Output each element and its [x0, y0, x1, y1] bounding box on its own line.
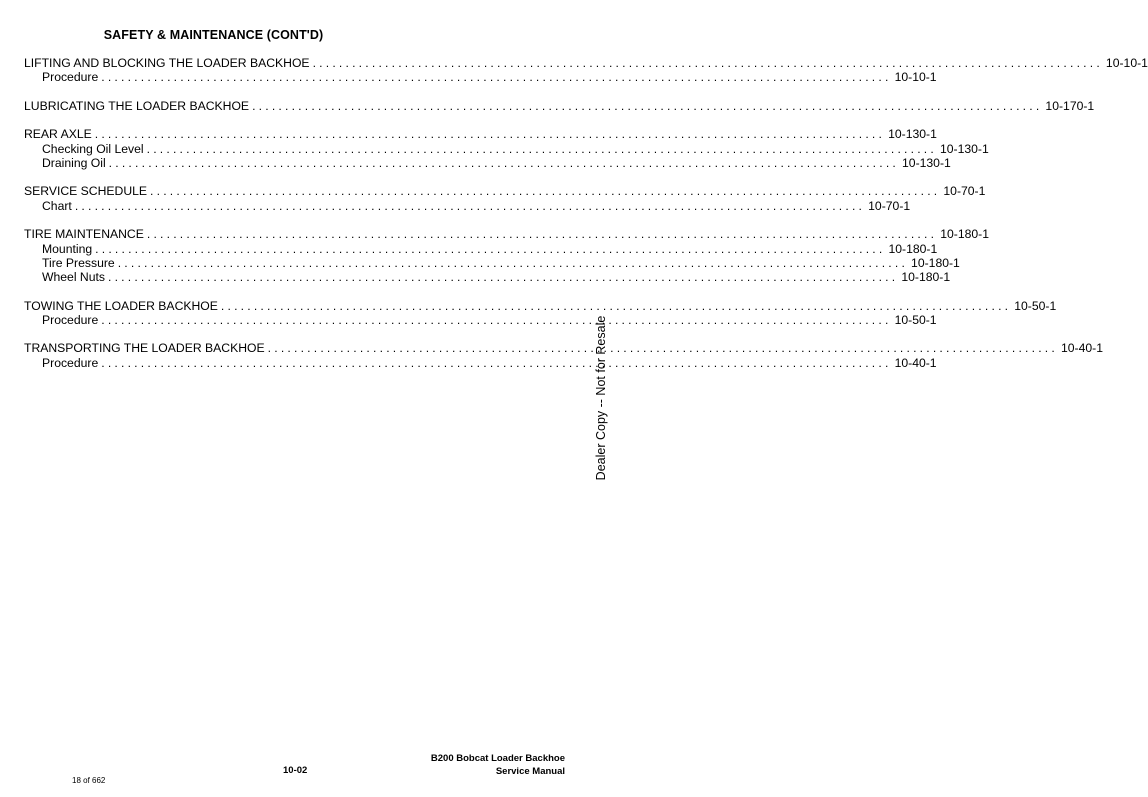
toc-subentry: [24, 198, 911, 213]
toc-entry-label: Chart: [42, 198, 72, 213]
dot-leader: ........................................................................................................................: [146, 227, 938, 242]
toc-entry-label: LUBRICATING THE LOADER BACKHOE: [24, 98, 250, 113]
dot-leader: ........................................................................................................................: [252, 98, 1043, 113]
toc-entry-page: 10-10-1: [894, 70, 937, 85]
dot-leader: ........................................................................................................................: [101, 70, 892, 85]
table-of-contents: [24, 56, 1148, 384]
toc-entry-label: Tire Pressure: [42, 255, 115, 270]
toc-entry-label: Procedure: [42, 355, 99, 370]
footer-brand: [431, 752, 565, 778]
watermark: Dealer Copy -- Not for Resale: [594, 315, 608, 481]
dot-leader: ........................................................................................................................: [101, 355, 892, 370]
toc-entry: [24, 341, 1103, 356]
toc-entry-label: Procedure: [42, 313, 99, 328]
toc-entry-label: LIFTING AND BLOCKING THE LOADER BACKHOE: [24, 56, 310, 70]
page-title: SAFETY & MAINTENANCE (CONT'D): [103, 28, 324, 42]
toc-section: [24, 56, 1148, 85]
dot-leader: ........................................................................................................................: [267, 341, 1058, 356]
toc-section: [24, 98, 1095, 113]
toc-entry-page: 10-130-1: [888, 127, 937, 142]
toc-entry-label: Mounting: [42, 241, 93, 256]
toc-subentry: [24, 355, 937, 370]
toc-section: [24, 227, 989, 285]
footer-brand-line1: B200 Bobcat Loader Backhoe: [430, 753, 565, 764]
toc-entry: [24, 98, 1095, 113]
toc-subentry: [24, 270, 951, 285]
dot-leader: ........................................................................................................................: [74, 198, 866, 213]
toc-entry-page: 10-10-1: [1105, 56, 1148, 70]
toc-entry-label: TOWING THE LOADER BACKHOE: [24, 298, 218, 313]
toc-subentry: [24, 70, 937, 85]
footer-brand-line2: Service Manual: [495, 766, 565, 777]
toc-entry-label: REAR AXLE: [24, 127, 92, 142]
toc-section: [24, 298, 1057, 328]
toc-section: [24, 341, 1103, 370]
toc-section: [24, 184, 986, 213]
toc-entry-label: TIRE MAINTENANCE: [24, 227, 144, 242]
toc-subentry: [24, 155, 951, 170]
dot-leader: ........................................................................................................................: [150, 184, 941, 199]
toc-section: [24, 127, 989, 170]
toc-subentry: [24, 313, 937, 328]
toc-entry-page: 10-180-1: [940, 227, 989, 242]
toc-entry-page: 10-170-1: [1045, 98, 1095, 113]
toc-entry: [24, 127, 937, 142]
page-number: 10-02: [283, 765, 308, 776]
toc-entry: [24, 298, 1057, 313]
dot-leader: ........................................................................................................................: [146, 141, 937, 156]
toc-entry-page: 10-70-1: [943, 184, 986, 199]
dot-leader: ........................................................................................................................: [312, 56, 1103, 70]
toc-entry-label: Draining Oil: [42, 155, 106, 170]
toc-entry-page: 10-180-1: [888, 241, 938, 256]
page-count: 18 of 662: [72, 776, 106, 785]
toc-entry-page: 10-180-1: [901, 270, 951, 285]
toc-subentry: [24, 241, 938, 256]
dot-leader: ........................................................................................................................: [101, 313, 892, 328]
toc-entry: [24, 227, 989, 242]
toc-entry-page: 10-130-1: [902, 155, 951, 170]
toc-entry-page: 10-180-1: [911, 255, 960, 270]
dot-leader: ........................................................................................................................: [95, 241, 886, 256]
toc-entry-label: Checking Oil Level: [42, 141, 144, 156]
toc-entry-page: 10-50-1: [894, 313, 937, 328]
toc-entry-label: SERVICE SCHEDULE: [24, 184, 148, 199]
toc-entry-label: TRANSPORTING THE LOADER BACKHOE: [24, 341, 265, 356]
dot-leader: ........................................................................................................................: [108, 270, 899, 285]
toc-subentry: [24, 141, 989, 156]
toc-subentry: [24, 255, 960, 270]
dot-leader: ........................................................................................................................: [117, 255, 909, 270]
toc-entry-page: 10-50-1: [1014, 298, 1057, 313]
toc-entry: [24, 184, 986, 199]
toc-entry-label: Wheel Nuts: [42, 270, 105, 285]
toc-entry-page: 10-40-1: [1060, 341, 1103, 356]
toc-entry-page: 10-40-1: [894, 355, 937, 370]
dot-leader: ........................................................................................................................: [94, 127, 886, 142]
toc-entry-page: 10-70-1: [868, 198, 911, 213]
toc-entry-label: Procedure: [42, 70, 99, 85]
toc-entry-page: 10-130-1: [939, 141, 989, 156]
dot-leader: ........................................................................................................................: [220, 298, 1012, 313]
toc-entry: [24, 56, 1148, 70]
dot-leader: ........................................................................................................................: [108, 155, 900, 170]
